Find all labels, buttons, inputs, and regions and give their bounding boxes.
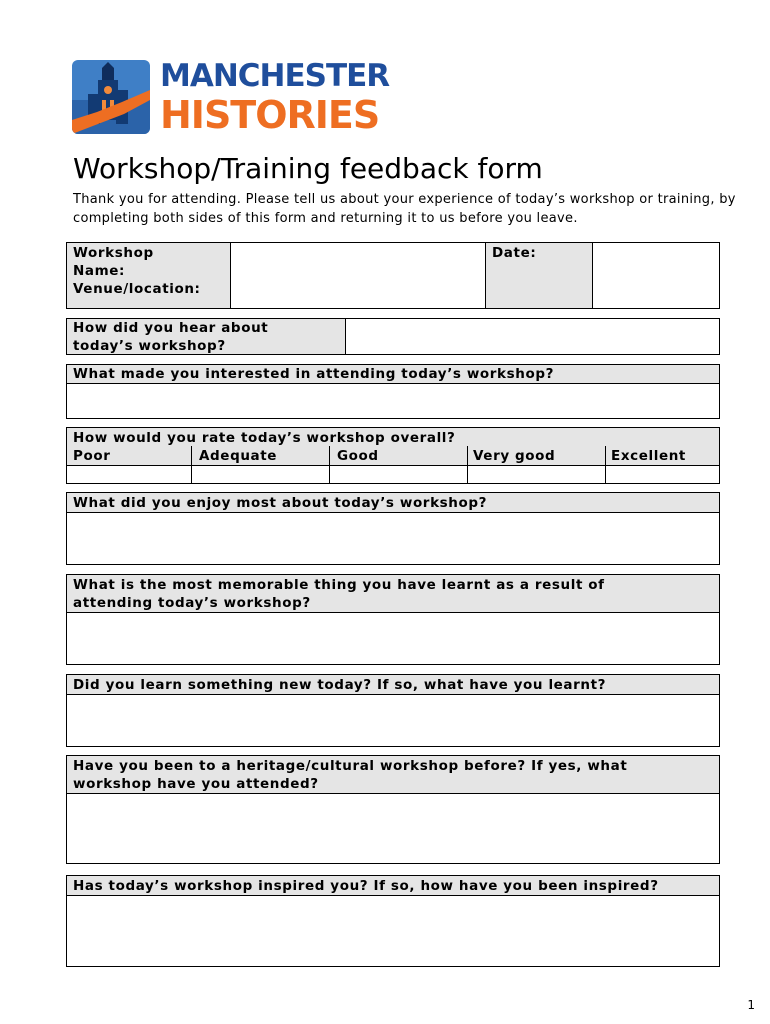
- rating-option-adequate: [191, 446, 329, 465]
- rating-option-excellent: [605, 446, 719, 465]
- rating-answer-good[interactable]: [329, 465, 467, 483]
- rating-answer-poor[interactable]: [67, 465, 191, 483]
- rating-answer-very-good[interactable]: [467, 465, 605, 483]
- heritage-answer-field[interactable]: [67, 793, 719, 863]
- rating-option-very-good: [467, 446, 605, 465]
- town-hall-logo-icon: [72, 60, 150, 134]
- learn-new-label-cell: [67, 675, 719, 694]
- memorable-answer-field[interactable]: [67, 612, 719, 664]
- rating-table: [66, 427, 720, 484]
- date-field[interactable]: [592, 243, 719, 308]
- heritage-question-box: [66, 755, 720, 864]
- rating-label-poor: Poor: [73, 448, 111, 464]
- rating-label-very-good: Very good: [473, 448, 556, 464]
- intro-text: Thank you for attending. Please tell us about your experience of today’s workshop or training, by completing both sides of this form and returning it to us before you leave.: [73, 192, 736, 226]
- interested-question-box: [66, 364, 720, 419]
- rating-option-poor: [73, 447, 191, 465]
- page-number: 1: [747, 998, 755, 1012]
- rating-answer-excellent[interactable]: [605, 465, 719, 483]
- interested-answer-field[interactable]: [67, 383, 719, 418]
- rating-question-text: How would you rate today’s workshop overall?: [73, 430, 456, 446]
- memorable-label-cell: [67, 575, 719, 612]
- workshop-name-label-cell: [67, 243, 230, 308]
- workshop-details-table: [66, 242, 720, 309]
- page-title: Workshop/Training feedback form: [73, 152, 543, 185]
- workshop-name-label: Workshop Name: Venue/location:: [73, 245, 201, 297]
- logo-text-histories: HISTORIES: [160, 93, 380, 137]
- hear-about-table: [66, 318, 720, 355]
- learn-new-question-box: [66, 674, 720, 747]
- logo-text-manchester: MANCHESTER: [160, 58, 390, 94]
- rating-label-adequate: Adequate: [199, 448, 278, 464]
- memorable-question-box: [66, 574, 720, 665]
- interested-label: What made you interested in attending today’s workshop?: [73, 366, 555, 382]
- hear-about-label-cell: [67, 319, 345, 354]
- learn-new-answer-field[interactable]: [67, 694, 719, 746]
- hear-about-label: How did you hear about today’s workshop?: [73, 320, 269, 354]
- inspired-label: Has today’s workshop inspired you? If so, how have you been inspired?: [73, 878, 659, 894]
- rating-label-good: Good: [337, 448, 379, 464]
- interested-label-cell: [67, 365, 719, 383]
- enjoy-most-answer-field[interactable]: [67, 512, 719, 564]
- rating-question: [73, 429, 455, 447]
- inspired-label-cell: [67, 876, 719, 895]
- learn-new-label: Did you learn something new today? If so, what have you learnt?: [73, 677, 607, 693]
- manchester-histories-logo: [72, 58, 402, 138]
- hear-about-field[interactable]: [345, 319, 719, 354]
- memorable-label: What is the most memorable thing you have learnt as a result of attending today’s workshop?: [73, 577, 605, 611]
- enjoy-most-question-box: [66, 492, 720, 565]
- enjoy-most-label: What did you enjoy most about today’s workshop?: [73, 495, 488, 511]
- date-label: Date:: [492, 245, 537, 261]
- rating-option-good: [329, 446, 467, 465]
- rating-answer-adequate[interactable]: [191, 465, 329, 483]
- workshop-name-field[interactable]: [230, 243, 485, 308]
- heritage-label-cell: [67, 756, 719, 793]
- inspired-answer-field[interactable]: [67, 895, 719, 966]
- enjoy-most-label-cell: [67, 493, 719, 512]
- heritage-label: Have you been to a heritage/cultural workshop before? If yes, what workshop have you attended?: [73, 758, 628, 792]
- rating-label-excellent: Excellent: [611, 448, 686, 464]
- inspired-question-box: [66, 875, 720, 967]
- date-label-cell: [485, 243, 592, 308]
